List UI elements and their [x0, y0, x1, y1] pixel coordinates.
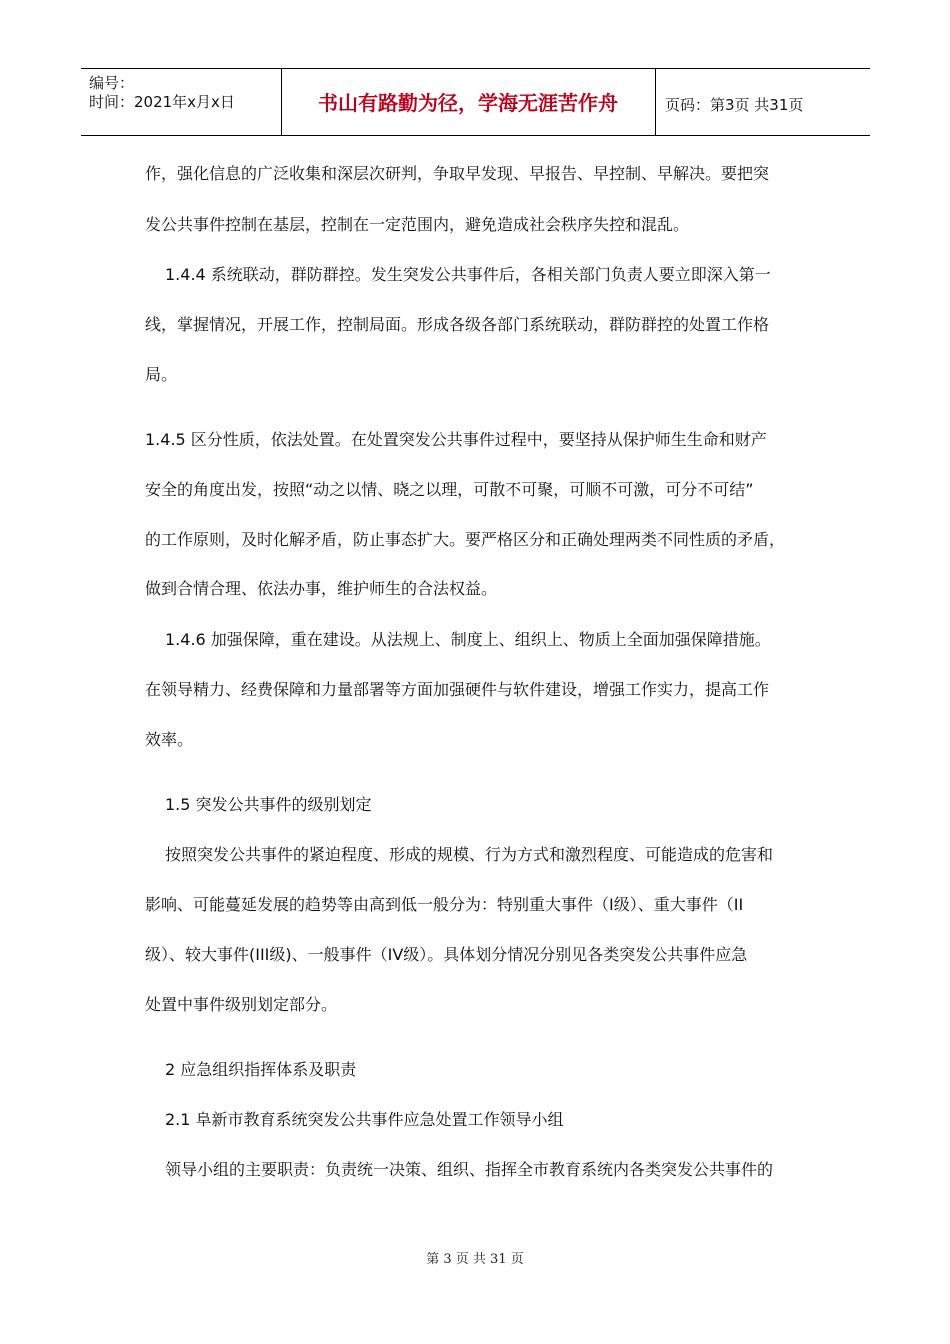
paragraph-line: 在领导精力、经费保障和力量部署等方面加强硬件与软件建设，增强工作实力，提高工作	[145, 680, 770, 699]
section-heading: 2.1 阜新市教育系统突发公共事件应急处置工作领导小组	[165, 1110, 564, 1129]
page-number-label: 页码：第3页 共31页	[665, 96, 804, 114]
paragraph-line: 做到合情合理、依法办事，维护师生的合法权益。	[145, 579, 498, 598]
paragraph-line: 影响、可能蔓延发展的趋势等由高到低一般分为：特别重大事件（I级）、重大事件（II	[145, 895, 744, 914]
paragraph-line: 作，强化信息的广泛收集和深层次研判，争取早发现、早报告、早控制、早解决。要把突	[145, 164, 770, 183]
page-footer: 第 3 页 共 31 页	[426, 1252, 524, 1267]
paragraph-line: 领导小组的主要职责：负责统一决策、组织、指挥全市教育系统内各类突发公共事件的	[165, 1160, 774, 1179]
paragraph-line: 的工作原则，及时化解矛盾，防止事态扩大。要严格区分和正确处理两类不同性质的矛盾，	[145, 530, 786, 549]
paragraph-line: 级）、较大事件(III级)、一般事件（IV级）。具体划分情况分别见各类突发公共事件应急	[145, 945, 748, 964]
paragraph-line: 安全的角度出发，按照“动之以情、晓之以理，可散不可聚，可顺不可激，可分不可结”	[145, 480, 754, 499]
header-motto: 书山有路勤为径，学海无涯苦作舟	[318, 91, 618, 115]
paragraph-line: 1.4.4 系统联动，群防群控。发生突发公共事件后，各相关部门负责人要立即深入第一	[165, 265, 771, 284]
document-number-label: 编号：	[89, 74, 135, 92]
header-divider-right	[655, 69, 656, 135]
section-heading: 1.5 突发公共事件的级别划定	[165, 795, 372, 814]
paragraph-line: 1.4.6 加强保障，重在建设。从法规上、制度上、组织上、物质上全面加强保障措施。	[165, 630, 771, 649]
paragraph-line: 线，掌握情况，开展工作，控制局面。形成各级各部门系统联动，群防群控的处置工作格	[145, 315, 770, 334]
paragraph-line: 处置中事件级别划定部分。	[145, 995, 338, 1014]
paragraph-line: 局。	[145, 365, 178, 384]
page-header	[81, 68, 870, 136]
date-label: 时间：2021年x月x日	[89, 93, 235, 111]
paragraph-line: 发公共事件控制在基层，控制在一定范围内，避免造成社会秩序失控和混乱。	[145, 215, 690, 234]
paragraph-line: 按照突发公共事件的紧迫程度、形成的规模、行为方式和激烈程度、可能造成的危害和	[165, 845, 774, 864]
paragraph-line: 效率。	[145, 730, 194, 749]
paragraph-line: 1.4.5 区分性质，依法处置。在处置突发公共事件过程中，要坚持从保护师生生命和财产	[145, 430, 767, 449]
section-heading: 2 应急组织指挥体系及职责	[165, 1060, 357, 1079]
